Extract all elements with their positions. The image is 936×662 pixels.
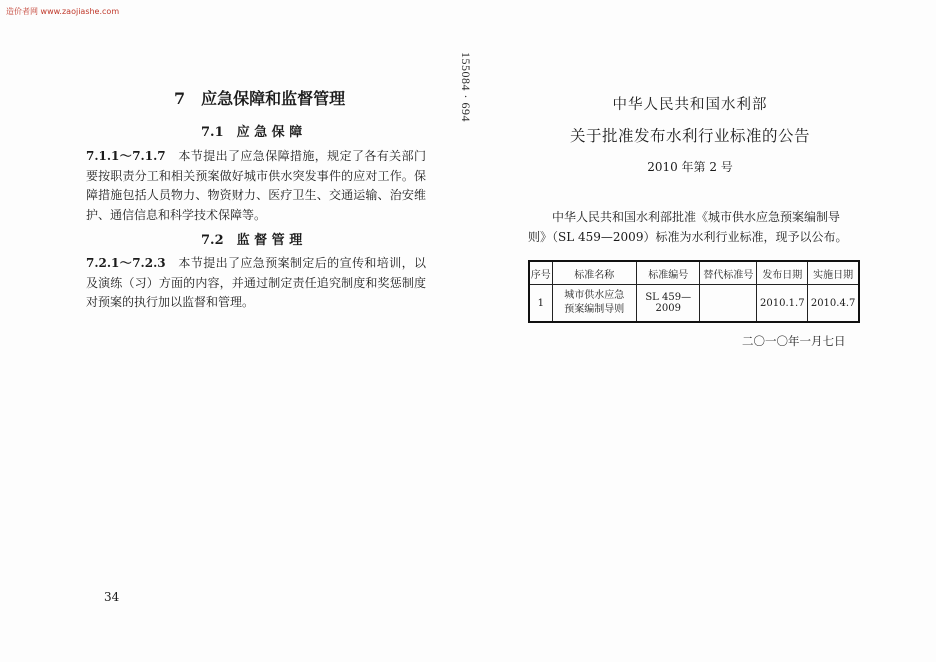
cell-issue-date: 2010.1.7 [757, 285, 808, 323]
cell-code: SL 459—2009 [637, 285, 700, 323]
notice-date: 二〇一〇年一月七日 [742, 334, 846, 348]
col-header-name: 标准名称 [552, 261, 637, 285]
chapter-title: 7 应急保障和监督管理 [174, 89, 346, 108]
col-header-no: 序号 [529, 261, 552, 285]
section-7-2-ref: 7.2.1～7.2.3 [86, 256, 166, 270]
notice-title: 关于批准发布水利行业标准的公告 [569, 127, 810, 145]
notice-number: 2010 年第 2 号 [647, 160, 733, 174]
cell-replaced [700, 285, 757, 323]
cell-name: 城市供水应急预案编制导则 [552, 285, 637, 323]
section-7-1-title: 7.1 应 急 保 障 [201, 125, 303, 140]
standards-table [528, 260, 860, 323]
table-row [529, 285, 859, 323]
section-7-2-title: 7.2 监 督 管 理 [201, 233, 303, 248]
site-watermark: 造价者网 www.zaojiashe.com [6, 7, 120, 16]
issuing-org: 中华人民共和国水利部 [612, 97, 768, 113]
section-7-1-ref: 7.1.1～7.1.7 [86, 149, 166, 163]
table-header-row [529, 261, 859, 285]
section-7-1-text [86, 147, 426, 225]
col-header-effective-date: 实施日期 [808, 261, 859, 285]
section-7-2-body: 本节提出了应急预案制定后的宣传和培训，以及演练（习）方面的内容，并通过制定责任追究制度和奖惩制度对预案的执行加以监督和管理。 [86, 256, 426, 309]
section-7-1-body: 本节提出了应急保障措施，规定了各有关部门要按职责分工和相关预案做好城市供水突发事件的应对工作。保障措施包括人员物力、物资财力、医疗卫生、交通运输、治安维护、通信信息和科学技术保障等。 [86, 149, 426, 222]
col-header-issue-date: 发布日期 [757, 261, 808, 285]
section-7-2-text [86, 254, 426, 313]
notice-body: 中华人民共和国水利部批准《城市供水应急预案编制导则》（SL 459—2009）标准为水利行业标准，现予以公布。 [528, 210, 848, 244]
col-header-replaced: 替代标准号 [700, 261, 757, 285]
col-header-code: 标准编号 [637, 261, 700, 285]
cell-effective-date: 2010.4.7 [808, 285, 859, 323]
page-number: 34 [104, 590, 120, 604]
cell-no: 1 [529, 285, 552, 323]
spine-code: 155084 · 694 [459, 52, 473, 122]
